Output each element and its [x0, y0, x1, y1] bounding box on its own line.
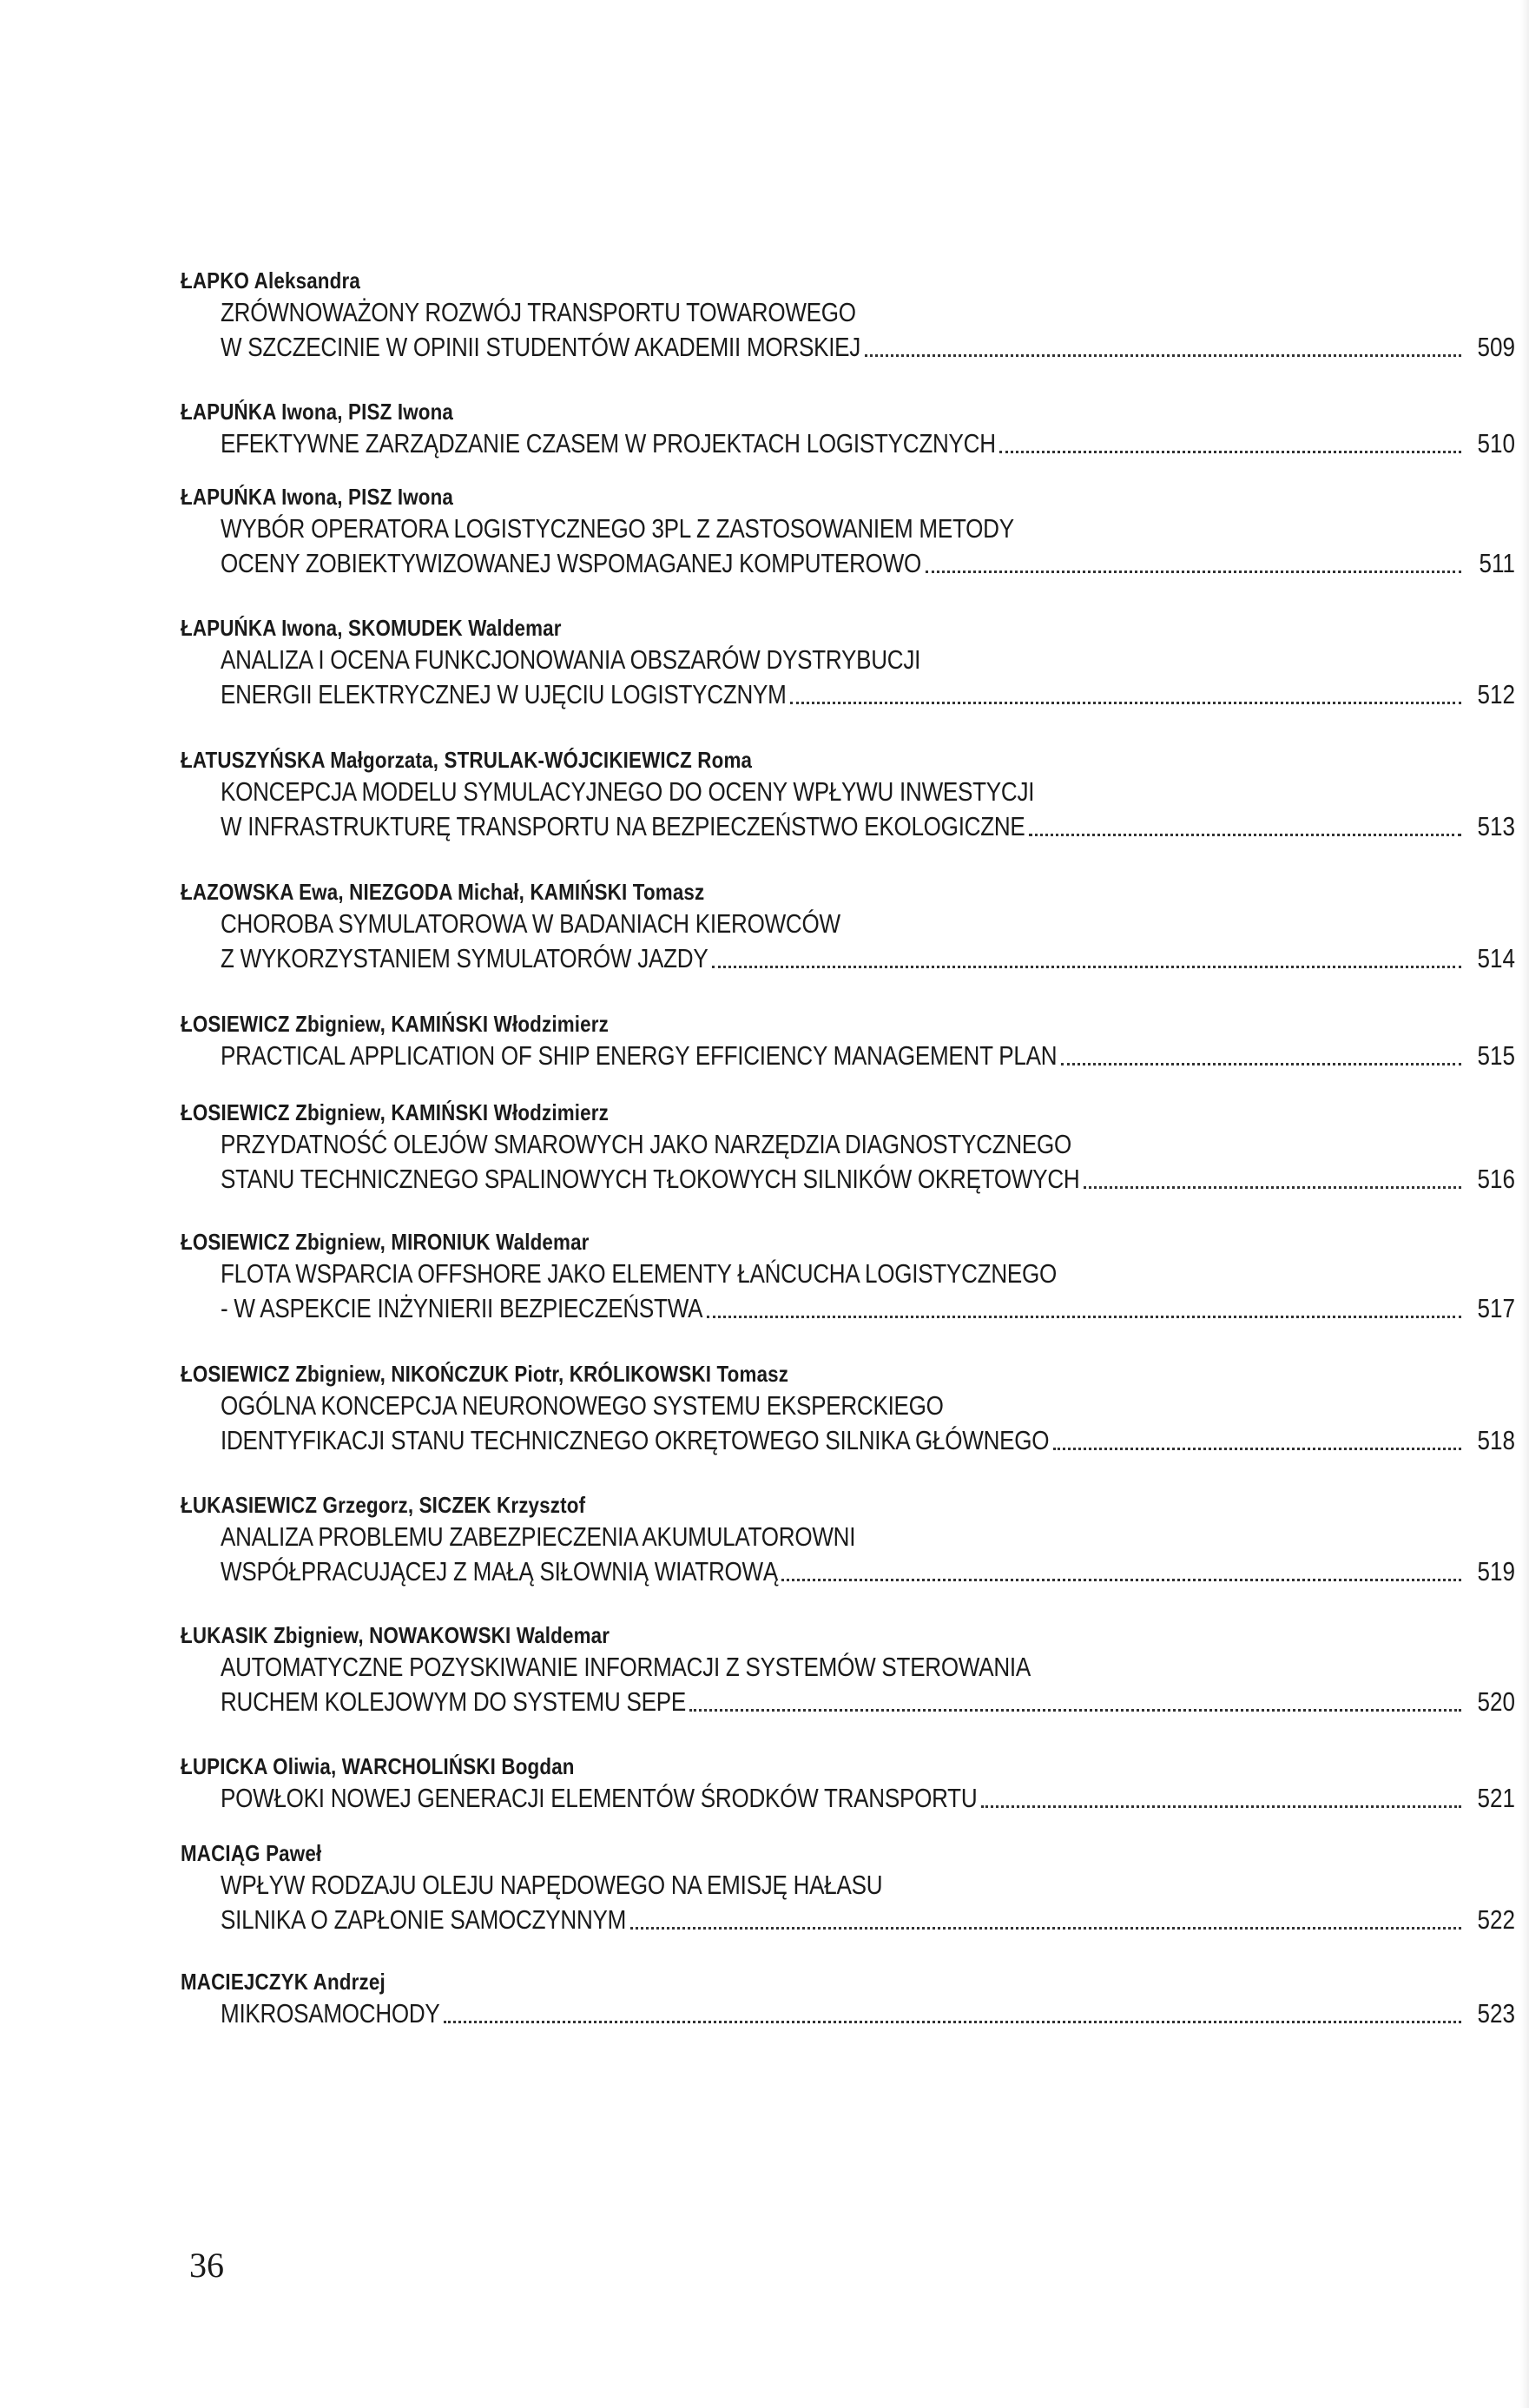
entry-title-text: CHOROBA SYMULATOROWA W BADANIACH KIEROWCÓW	[221, 908, 840, 939]
entry-page-number: 519	[1477, 1556, 1515, 1587]
entry-title-text: W SZCZECINIE W OPINII STUDENTÓW AKADEMII MORSKIEJ	[221, 332, 861, 362]
entry-page-number: 523	[1477, 1998, 1515, 2029]
entry-title-line	[221, 1127, 1515, 1162]
toc-entry	[181, 1967, 1515, 2031]
entry-title-text: PRACTICAL APPLICATION OF SHIP ENERGY EFFICIENCY MANAGEMENT PLAN	[221, 1040, 1058, 1071]
page-number: 36	[189, 2246, 224, 2285]
entry-title-last-line	[221, 330, 1515, 365]
entry-title-line	[221, 295, 1515, 330]
entry-title-last-line	[221, 677, 1515, 712]
entry-page-number: 516	[1477, 1164, 1515, 1194]
entry-authors: MACIEJCZYK Andrzej	[181, 1969, 386, 1995]
entry-authors: ŁAPKO Aleksandra	[181, 267, 360, 294]
entry-title-text: WPŁYW RODZAJU OLEJU NAPĘDOWEGO NA EMISJĘ HAŁASU	[221, 1870, 883, 1900]
entry-title-text: POWŁOKI NOWEJ GENERACJI ELEMENTÓW ŚRODKÓW TRANSPORTU	[221, 1783, 978, 1813]
dot-leader	[781, 1579, 1461, 1581]
toc-entry	[181, 1098, 1515, 1197]
entry-title-line	[221, 511, 1515, 546]
entry-authors: ŁOSIEWICZ Zbigniew, KAMIŃSKI Włodzimierz	[181, 1011, 609, 1037]
entry-title-text: KONCEPCJA MODELU SYMULACYJNEGO DO OCENY WPŁYWU INWESTYCJI	[221, 776, 1035, 807]
entry-title-line	[221, 643, 1515, 677]
entry-title-text: - W ASPEKCIE INŻYNIERII BEZPIECZEŃSTWA	[221, 1293, 703, 1323]
dot-leader	[981, 1805, 1461, 1808]
entry-page-number: 515	[1477, 1040, 1515, 1071]
entry-title-line	[221, 775, 1515, 809]
entry-authors: ŁAPUŃKA Iwona, PISZ Iwona	[181, 484, 454, 510]
entry-page-number: 517	[1477, 1293, 1515, 1323]
entry-title-text: IDENTYFIKACJI STANU TECHNICZNEGO OKRĘTOWEGO SILNIKA GŁÓWNEGO	[221, 1425, 1050, 1455]
entry-title-last-line	[221, 1162, 1515, 1197]
entry-title-last-line	[221, 1903, 1515, 1937]
dot-leader	[1084, 1186, 1461, 1189]
toc-entry	[181, 1838, 1515, 1937]
entry-authors: ŁAZOWSKA Ewa, NIEZGODA Michał, KAMIŃSKI Tomasz	[181, 879, 705, 905]
entry-authors: ŁOSIEWICZ Zbigniew, NIKOŃCZUK Piotr, KRÓLIKOWSKI Tomasz	[181, 1361, 789, 1387]
entry-page-number: 514	[1477, 943, 1515, 973]
dot-leader	[444, 2021, 1461, 2023]
dot-leader	[1029, 834, 1461, 836]
dot-leader	[790, 702, 1461, 704]
entry-title-last-line	[221, 546, 1515, 581]
entry-page-number: 509	[1477, 332, 1515, 362]
toc-entry	[181, 745, 1515, 844]
entry-page-number: 512	[1477, 679, 1515, 709]
dot-leader	[707, 1316, 1461, 1318]
entry-page-number: 513	[1477, 811, 1515, 841]
entry-title-text: SILNIKA O ZAPŁONIE SAMOCZYNNYM	[221, 1904, 627, 1935]
entry-page-number: 522	[1477, 1904, 1515, 1935]
dot-leader	[689, 1709, 1461, 1712]
dot-leader	[999, 451, 1461, 453]
entry-authors: ŁOSIEWICZ Zbigniew, KAMIŃSKI Włodzimierz	[181, 1099, 609, 1125]
entry-title-last-line	[221, 1291, 1515, 1326]
entry-title-line	[221, 1650, 1515, 1685]
entry-title-text: STANU TECHNICZNEGO SPALINOWYCH TŁOKOWYCH SILNIKÓW OKRĘTOWYCH	[221, 1164, 1080, 1194]
entry-authors: ŁUKASIK Zbigniew, NOWAKOWSKI Waldemar	[181, 1622, 610, 1648]
entry-title-last-line	[221, 809, 1515, 844]
toc-entry	[181, 1359, 1515, 1458]
entry-page-number: 518	[1477, 1425, 1515, 1455]
entry-title-last-line	[221, 1781, 1515, 1816]
entry-title-text: WYBÓR OPERATORA LOGISTYCZNEGO 3PL Z ZASTOSOWANIEM METODY	[221, 513, 1014, 544]
dot-leader	[1061, 1063, 1461, 1065]
entry-authors: ŁAPUŃKA Iwona, PISZ Iwona	[181, 399, 454, 425]
toc-entry	[181, 482, 1515, 581]
toc-entry	[181, 1009, 1515, 1073]
entry-title-text: RUCHEM KOLEJOWYM DO SYSTEMU SEPE	[221, 1686, 686, 1717]
entry-authors: ŁOSIEWICZ Zbigniew, MIRONIUK Waldemar	[181, 1229, 590, 1255]
entry-title-text: WSPÓŁPRACUJĄCEJ Z MAŁĄ SIŁOWNIĄ WIATROWĄ	[221, 1556, 778, 1587]
entry-page-number: 510	[1477, 428, 1515, 459]
entry-page-number: 520	[1477, 1686, 1515, 1717]
entry-title-line	[221, 1257, 1515, 1291]
dot-leader	[865, 354, 1461, 357]
dot-leader	[1053, 1448, 1461, 1450]
scan-edge-shadow	[1520, 0, 1529, 2408]
entry-authors: ŁATUSZYŃSKA Małgorzata, STRULAK-WÓJCIKIEWICZ Roma	[181, 747, 753, 773]
entry-title-text: W INFRASTRUKTURĘ TRANSPORTU NA BEZPIECZEŃSTWO EKOLOGICZNE	[221, 811, 1025, 841]
entry-title-text: OGÓLNA KONCEPCJA NEURONOWEGO SYSTEMU EKSPERCKIEGO	[221, 1390, 944, 1421]
entry-title-text: AUTOMATYCZNE POZYSKIWANIE INFORMACJI Z SYSTEMÓW STEROWANIA	[221, 1652, 1031, 1682]
entry-title-text: EFEKTYWNE ZARZĄDZANIE CZASEM W PROJEKTACH LOGISTYCZNYCH	[221, 428, 996, 459]
toc-entry	[181, 1620, 1515, 1719]
entry-title-last-line	[221, 426, 1515, 461]
entry-title-last-line	[221, 941, 1515, 976]
entry-title-text: ANALIZA PROBLEMU ZABEZPIECZENIA AKUMULATOROWNI	[221, 1521, 856, 1552]
entry-title-text: ZRÓWNOWAŻONY ROZWÓJ TRANSPORTU TOWAROWEGO	[221, 297, 856, 327]
entry-title-text: MIKROSAMOCHODY	[221, 1998, 440, 2029]
entry-authors: ŁUKASIEWICZ Grzegorz, SICZEK Krzysztof	[181, 1492, 586, 1518]
toc-entry	[181, 613, 1515, 712]
dot-leader	[712, 966, 1461, 968]
toc-entry	[181, 266, 1515, 365]
entry-page-number: 521	[1477, 1783, 1515, 1813]
entry-title-line	[221, 1389, 1515, 1423]
dot-leader	[926, 571, 1461, 573]
entry-title-text: ANALIZA I OCENA FUNKCJONOWANIA OBSZARÓW DYSTRYBUCJI	[221, 644, 921, 675]
entry-title-text: OCENY ZOBIEKTYWIZOWANEJ WSPOMAGANEJ KOMPUTEROWO	[221, 548, 922, 578]
entry-title-last-line	[221, 1554, 1515, 1589]
entry-title-line	[221, 907, 1515, 941]
entry-title-line	[221, 1520, 1515, 1554]
entry-title-text: FLOTA WSPARCIA OFFSHORE JAKO ELEMENTY ŁAŃCUCHA LOGISTYCZNEGO	[221, 1258, 1058, 1289]
entry-title-last-line	[221, 1685, 1515, 1719]
entry-title-last-line	[221, 1996, 1515, 2031]
entry-authors: MACIĄG Paweł	[181, 1840, 322, 1866]
entry-title-text: Z WYKORZYSTANIEM SYMULATORÓW JAZDY	[221, 943, 708, 973]
entry-title-line	[221, 1868, 1515, 1903]
toc-entry	[181, 1227, 1515, 1326]
dot-leader	[630, 1927, 1461, 1930]
entry-authors: ŁAPUŃKA Iwona, SKOMUDEK Waldemar	[181, 615, 562, 641]
toc-entry	[181, 1490, 1515, 1589]
entry-title-text: ENERGII ELEKTRYCZNEJ W UJĘCIU LOGISTYCZNYM	[221, 679, 787, 709]
entry-title-text: PRZYDATNOŚĆ OLEJÓW SMAROWYCH JAKO NARZĘDZIA DIAGNOSTYCZNEGO	[221, 1129, 1072, 1159]
entry-title-last-line	[221, 1039, 1515, 1073]
toc-entry	[181, 1752, 1515, 1816]
entry-authors: ŁUPICKA Oliwia, WARCHOLIŃSKI Bogdan	[181, 1753, 575, 1779]
toc-entry	[181, 397, 1515, 461]
toc-entry	[181, 877, 1515, 976]
entry-title-last-line	[221, 1423, 1515, 1458]
entry-page-number: 511	[1479, 548, 1515, 578]
